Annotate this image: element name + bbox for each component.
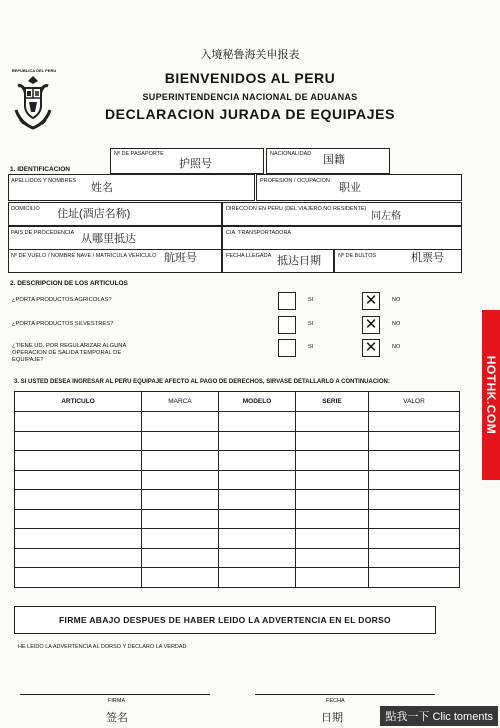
table-cell[interactable] xyxy=(219,529,296,549)
passport-field[interactable] xyxy=(110,148,264,174)
section-equipaje: 3. SI USTED DESEA INGRESAR AL PERU EQUIPAJE AFECTO AL PAGO DE DERECHOS, SIRVASE DETALLARLO A CONTINUACION: xyxy=(14,379,390,385)
table-row xyxy=(15,451,460,471)
date-value: 日期 xyxy=(321,712,343,724)
agricultural-yes-checkbox[interactable] xyxy=(278,292,296,310)
table-cell[interactable] xyxy=(15,470,142,490)
column-header-marca: MARCA xyxy=(142,392,219,412)
table-cell[interactable] xyxy=(219,568,296,588)
flight-label: Nº DE VUELO / NOMBRE NAVE / MATRICULA VEHICULO xyxy=(11,253,157,259)
table-cell[interactable] xyxy=(296,568,369,588)
table-cell[interactable] xyxy=(219,412,296,432)
nationality-field[interactable] xyxy=(266,148,390,174)
temporary-exit-no-checkbox[interactable]: ✕ xyxy=(362,339,380,357)
table-cell[interactable] xyxy=(369,490,460,510)
origin-label: PAIS DE PROCEDENCIA xyxy=(11,230,75,236)
carrier-field[interactable] xyxy=(222,226,462,250)
arrival-value: 抵达日期 xyxy=(277,255,321,267)
bultos-value: 机票号 xyxy=(411,252,444,264)
carrier-label: CIA. TRANSPORTADORA xyxy=(226,230,292,236)
passport-value: 护照号 xyxy=(179,158,212,170)
signature-field[interactable] xyxy=(20,694,210,728)
passport-label: Nº DE PASAPORTE xyxy=(114,151,164,157)
column-header-modelo: MODELO xyxy=(219,392,296,412)
table-cell[interactable] xyxy=(219,509,296,529)
table-cell[interactable] xyxy=(219,548,296,568)
table-cell[interactable] xyxy=(142,568,219,588)
arrival-label: FECHA LLEGADA xyxy=(226,253,272,259)
table-cell[interactable] xyxy=(369,568,460,588)
table-row xyxy=(15,470,460,490)
table-cell[interactable] xyxy=(296,431,369,451)
table-cell[interactable] xyxy=(219,470,296,490)
table-cell[interactable] xyxy=(15,451,142,471)
wildlife-no-checkbox[interactable]: ✕ xyxy=(362,316,380,334)
table-row xyxy=(15,568,460,588)
chinese-title: 入境秘鲁海关申报表 xyxy=(200,49,300,61)
agricultural-yes-label: SI xyxy=(308,297,314,303)
signature-banner xyxy=(14,606,436,634)
table-cell[interactable] xyxy=(142,548,219,568)
arrival-date-field[interactable] xyxy=(222,249,334,273)
page-title: BIENVENIDOS AL PERU xyxy=(164,70,336,86)
temporary-exit-no-label: NO xyxy=(392,344,401,350)
flight-value: 航班号 xyxy=(164,252,197,264)
domicile-label: DOMICILIO xyxy=(11,206,40,212)
agency-name: SUPERINTENDENCIA NACIONAL DE ADUANAS xyxy=(142,92,358,102)
profession-field[interactable] xyxy=(256,174,462,201)
nationality-value: 国籍 xyxy=(323,154,345,166)
baggage-table xyxy=(14,391,460,588)
table-cell[interactable] xyxy=(369,412,460,432)
declaration-text: HE LEIDO LA ADVERTENCIA AL DORSO Y DECLARO LA VERDAD xyxy=(18,644,187,650)
table-row xyxy=(15,431,460,451)
wildlife-no-label: NO xyxy=(392,321,401,327)
column-header-serie: SERIE xyxy=(296,392,369,412)
table-cell[interactable] xyxy=(142,509,219,529)
table-cell[interactable] xyxy=(369,548,460,568)
table-cell[interactable] xyxy=(296,470,369,490)
nationality-label: NACIONALIDAD xyxy=(270,151,312,157)
table-cell[interactable] xyxy=(142,529,219,549)
table-cell[interactable] xyxy=(15,490,142,510)
question-agricultural: ¿PORTA PRODUCTOS AGRICOLAS? xyxy=(12,297,112,303)
table-cell[interactable] xyxy=(369,470,460,490)
names-value: 姓名 xyxy=(91,182,113,194)
table-row xyxy=(15,490,460,510)
address-peru-label: DIRECCION EN PERU (DEL VIAJERO NO RESIDENTE) xyxy=(226,206,367,212)
column-header-valor: VALOR xyxy=(369,392,460,412)
table-cell[interactable] xyxy=(15,509,142,529)
names-label: APELLIDOS Y NOMBRES xyxy=(11,178,76,184)
section-identificacion: 1. IDENTIFICACION xyxy=(10,166,70,173)
section-descripcion: 2. DESCRIPCION DE LOS ARTICULOS xyxy=(10,280,128,287)
form-title: DECLARACION JURADA DE EQUIPAJES xyxy=(104,106,396,122)
table-cell[interactable] xyxy=(219,490,296,510)
side-banner xyxy=(482,310,500,480)
signature-value: 签名 xyxy=(106,712,128,724)
banner-text: FIRME ABAJO DESPUES DE HABER LEIDO LA ADVERTENCIA EN EL DORSO xyxy=(59,615,391,625)
table-row xyxy=(15,548,460,568)
table-cell[interactable] xyxy=(15,412,142,432)
seal-caption: REPUBLICA DEL PERU xyxy=(11,68,57,73)
agricultural-no-label: NO xyxy=(392,297,401,303)
wildlife-yes-label: SI xyxy=(308,321,314,327)
domicile-field[interactable] xyxy=(8,202,222,226)
temporary-exit-yes-label: SI xyxy=(308,344,314,350)
flight-number-field[interactable] xyxy=(8,249,222,273)
watermark: 點我一下 Clic toments xyxy=(380,706,498,726)
table-row xyxy=(15,509,460,529)
table-cell[interactable] xyxy=(142,490,219,510)
table-cell[interactable] xyxy=(142,412,219,432)
table-cell[interactable] xyxy=(15,548,142,568)
table-cell[interactable] xyxy=(296,509,369,529)
bultos-field[interactable] xyxy=(334,249,462,273)
question-wildlife: ¿PORTA PRODUCTOS SILVESTRES? xyxy=(12,321,114,327)
origin-value: 从哪里抵达 xyxy=(81,233,136,245)
table-cell[interactable] xyxy=(142,470,219,490)
table-cell[interactable] xyxy=(369,529,460,549)
bultos-label: Nº DE BULTOS xyxy=(338,253,377,259)
date-label: FECHA xyxy=(326,698,345,704)
table-cell[interactable] xyxy=(15,529,142,549)
table-cell[interactable] xyxy=(369,451,460,471)
signature-label: FIRMA xyxy=(108,698,126,704)
address-peru-value: 同左格 xyxy=(371,211,401,222)
side-banner-text: HOTHK.COM xyxy=(484,355,498,435)
table-cell[interactable] xyxy=(15,568,142,588)
table-cell[interactable] xyxy=(369,431,460,451)
table-row xyxy=(15,412,460,432)
wildlife-yes-checkbox[interactable] xyxy=(278,316,296,334)
domicile-value: 住址(酒店名称) xyxy=(57,208,131,220)
table-row xyxy=(15,529,460,549)
table-cell[interactable] xyxy=(369,509,460,529)
table-cell[interactable] xyxy=(219,451,296,471)
table-cell[interactable] xyxy=(296,451,369,471)
table-cell[interactable] xyxy=(296,548,369,568)
baggage-table-body xyxy=(15,412,460,588)
table-cell[interactable] xyxy=(296,529,369,549)
address-peru-field[interactable] xyxy=(222,202,462,226)
names-field[interactable] xyxy=(8,174,255,201)
table-cell[interactable] xyxy=(296,412,369,432)
profession-value: 职业 xyxy=(339,182,361,194)
table-cell[interactable] xyxy=(15,431,142,451)
table-cell[interactable] xyxy=(296,490,369,510)
table-cell[interactable] xyxy=(142,431,219,451)
table-cell[interactable] xyxy=(142,451,219,471)
agricultural-no-checkbox[interactable]: ✕ xyxy=(362,292,380,310)
profession-label: PROFESION / OCUPACION xyxy=(260,178,330,184)
column-header-articulo: ARTICULO xyxy=(15,392,142,412)
temporary-exit-yes-checkbox[interactable] xyxy=(278,339,296,357)
origin-country-field[interactable] xyxy=(8,226,222,250)
table-cell[interactable] xyxy=(219,431,296,451)
question-temporary-exit: ¿TIENE UD. POR REGULARIZAR ALGUNA OPERACION DE SALIDA TEMPORAL DE EQUIPAJE? xyxy=(12,343,127,363)
